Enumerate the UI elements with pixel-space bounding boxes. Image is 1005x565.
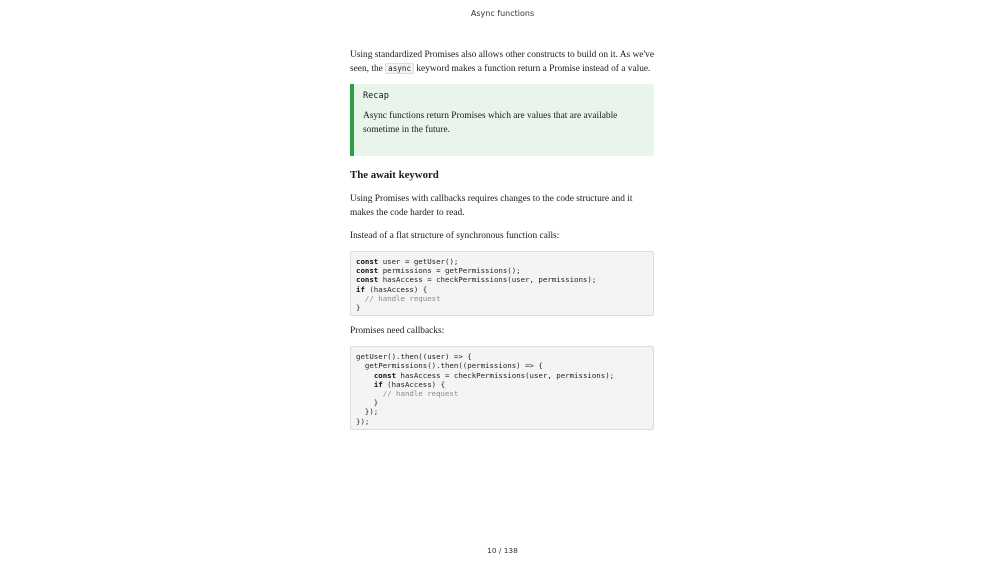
code-line: [356, 380, 648, 389]
code-comment: // handle request: [364, 293, 441, 303]
code-line: [356, 294, 648, 303]
page-counter: 10 / 138: [487, 546, 518, 555]
promises-paragraph: Promises need callbacks:: [350, 326, 445, 337]
code-line: [356, 417, 648, 426]
section-heading: The await keyword: [350, 169, 439, 181]
code-token: }: [356, 398, 379, 408]
code-token: });: [356, 416, 370, 426]
code-token: [356, 389, 383, 398]
code-token: [356, 380, 374, 389]
code-token: permissions = getPermissions();: [378, 266, 521, 276]
recap-title: Recap: [363, 91, 389, 101]
intro-text-after: keyword makes a function return a Promise instead of a value.: [414, 64, 651, 74]
recap-text: Async functions return Promises which are values that are available sometime in the future.: [363, 111, 618, 135]
code-keyword: const: [356, 275, 379, 285]
code-line: [356, 303, 648, 312]
code-keyword: const: [356, 257, 379, 266]
callbacks-paragraph: Using Promises with callbacks requires changes to the code structure and it makes the code harder to read.: [350, 194, 633, 218]
page-title: Async functions: [470, 9, 535, 18]
code-line: [356, 407, 648, 416]
inline-code-async: async: [385, 63, 414, 74]
recap-callout: [350, 84, 654, 156]
callback-code-block: [350, 346, 654, 430]
code-line: [356, 285, 648, 294]
intro-text-before: Using standardized Promises also allows other constructs to build on it. As we've seen, the: [350, 50, 654, 74]
code-token: [356, 371, 374, 380]
slide-content: [350, 48, 654, 438]
code-keyword: const: [373, 370, 397, 380]
flat-structure-paragraph: Instead of a flat structure of synchronous function calls:: [350, 231, 560, 241]
code-line: [356, 361, 648, 370]
code-token: getPermissions().then((permissions) => {: [356, 361, 543, 371]
code-line: [356, 371, 648, 380]
code-token: getUser().then((user) => {: [356, 352, 472, 362]
code-token: }: [356, 303, 361, 313]
code-line: [356, 266, 648, 275]
code-line: [356, 389, 648, 398]
code-token: (hasAccess) {: [364, 284, 428, 294]
code-keyword: const: [356, 266, 379, 276]
code-token: (hasAccess) {: [382, 379, 446, 389]
code-keyword: if: [373, 379, 383, 389]
code-token: hasAccess = checkPermissions(user, permissions);: [378, 275, 597, 285]
code-token: [356, 294, 365, 303]
code-line: [356, 257, 648, 266]
intro-paragraph: [350, 48, 654, 76]
code-line: [356, 275, 648, 284]
code-token: hasAccess = checkPermissions(user, permissions);: [396, 370, 615, 380]
code-token: user = getUser();: [378, 257, 459, 266]
code-line: [356, 352, 648, 361]
code-comment: // handle request: [382, 389, 459, 399]
code-line: [356, 398, 648, 407]
code-token: });: [356, 407, 379, 417]
sync-code-block: [350, 251, 654, 316]
code-keyword: if: [356, 284, 365, 294]
